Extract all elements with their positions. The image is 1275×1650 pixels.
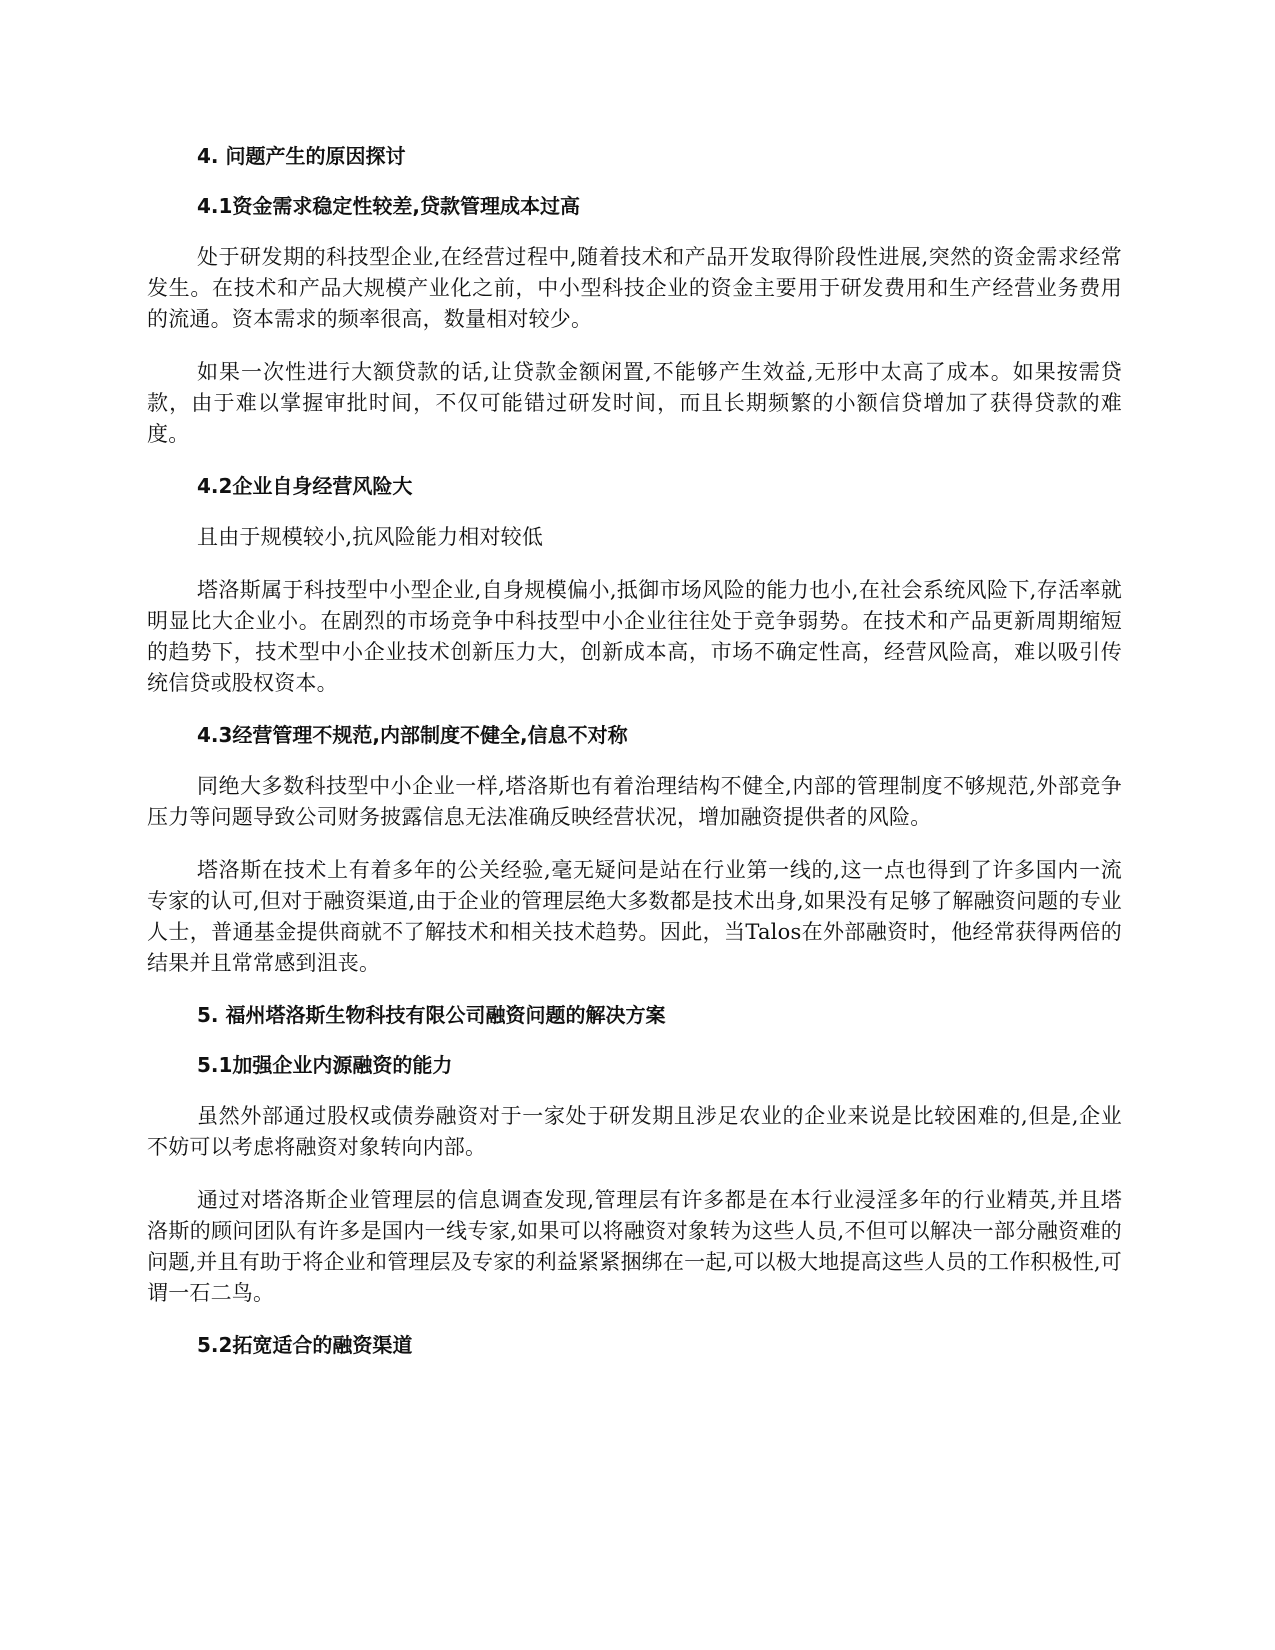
subsection-heading-5-1: 5.1加强企业内源融资的能力 [197, 1053, 453, 1077]
paragraph: 塔洛斯属于科技型中小型企业,自身规模偏小,抵御市场风险的能力也小,在社会系统风险下,存活率就明显比大企业小。在剧烈的市场竞争中科技型中小企业往往处于竞争弱势。在技术和产品更新周期缩短的趋势下，技术型中小企业技术创新压力大，创新成本高，市场不确定性高，经营风险高，难以吸引传统信贷或股权资本。 [147, 578, 1122, 695]
section-heading-5: 5. 福州塔洛斯生物科技有限公司融资问题的解决方案 [197, 1003, 666, 1027]
subsection-heading-4-3: 4.3经营管理不规范,内部制度不健全,信息不对称 [197, 723, 628, 747]
paragraph: 虽然外部通过股权或债券融资对于一家处于研发期且涉足农业的企业来说是比较困难的,但是,企业不妨可以考虑将融资对象转向内部。 [147, 1104, 1122, 1159]
paragraph: 同绝大多数科技型中小企业一样,塔洛斯也有着治理结构不健全,内部的管理制度不够规范,外部竞争压力等问题导致公司财务披露信息无法准确反映经营状况，增加融资提供者的风险。 [147, 774, 1122, 829]
paragraph: 且由于规模较小,抗风险能力相对较低 [197, 525, 544, 549]
paragraph: 通过对塔洛斯企业管理层的信息调查发现,管理层有许多都是在本行业浸淫多年的行业精英,并且塔洛斯的顾问团队有许多是国内一线专家,如果可以将融资对象转为这些人员,不但可以解决一部分融资难的问题,并且有助于将企业和管理层及专家的利益紧紧捆绑在一起,可以极大地提高这些人员的工作积极性,可谓一石二鸟。 [147, 1188, 1122, 1305]
section-heading-4: 4. 问题产生的原因探讨 [197, 144, 406, 168]
paragraph: 如果一次性进行大额贷款的话,让贷款金额闲置,不能够产生效益,无形中太高了成本。如果按需贷款，由于难以掌握审批时间，不仅可能错过研发时间，而且长期频繁的小额信贷增加了获得贷款的难度。 [147, 360, 1122, 446]
subsection-heading-4-2: 4.2企业自身经营风险大 [197, 474, 413, 498]
subsection-heading-4-1: 4.1资金需求稳定性较差,贷款管理成本过高 [197, 194, 581, 218]
document-page [147, 142, 1122, 1381]
paragraph: 处于研发期的科技型企业,在经营过程中,随着技术和产品开发取得阶段性进展,突然的资金需求经常发生。在技术和产品大规模产业化之前，中小型科技企业的资金主要用于研发费用和生产经营业务费用的流通。资本需求的频率很高，数量相对较少。 [147, 245, 1122, 331]
paragraph: 塔洛斯在技术上有着多年的公关经验,毫无疑问是站在行业第一线的,这一点也得到了许多国内一流专家的认可,但对于融资渠道,由于企业的管理层绝大多数都是技术出身,如果没有足够了解融资问题的专业人士，普通基金提供商就不了解技术和相关技术趋势。因此，当Talos在外部融资时，他经常获得两倍的结果并且常常感到沮丧。 [147, 858, 1122, 975]
subsection-heading-5-2: 5.2拓宽适合的融资渠道 [197, 1333, 413, 1357]
